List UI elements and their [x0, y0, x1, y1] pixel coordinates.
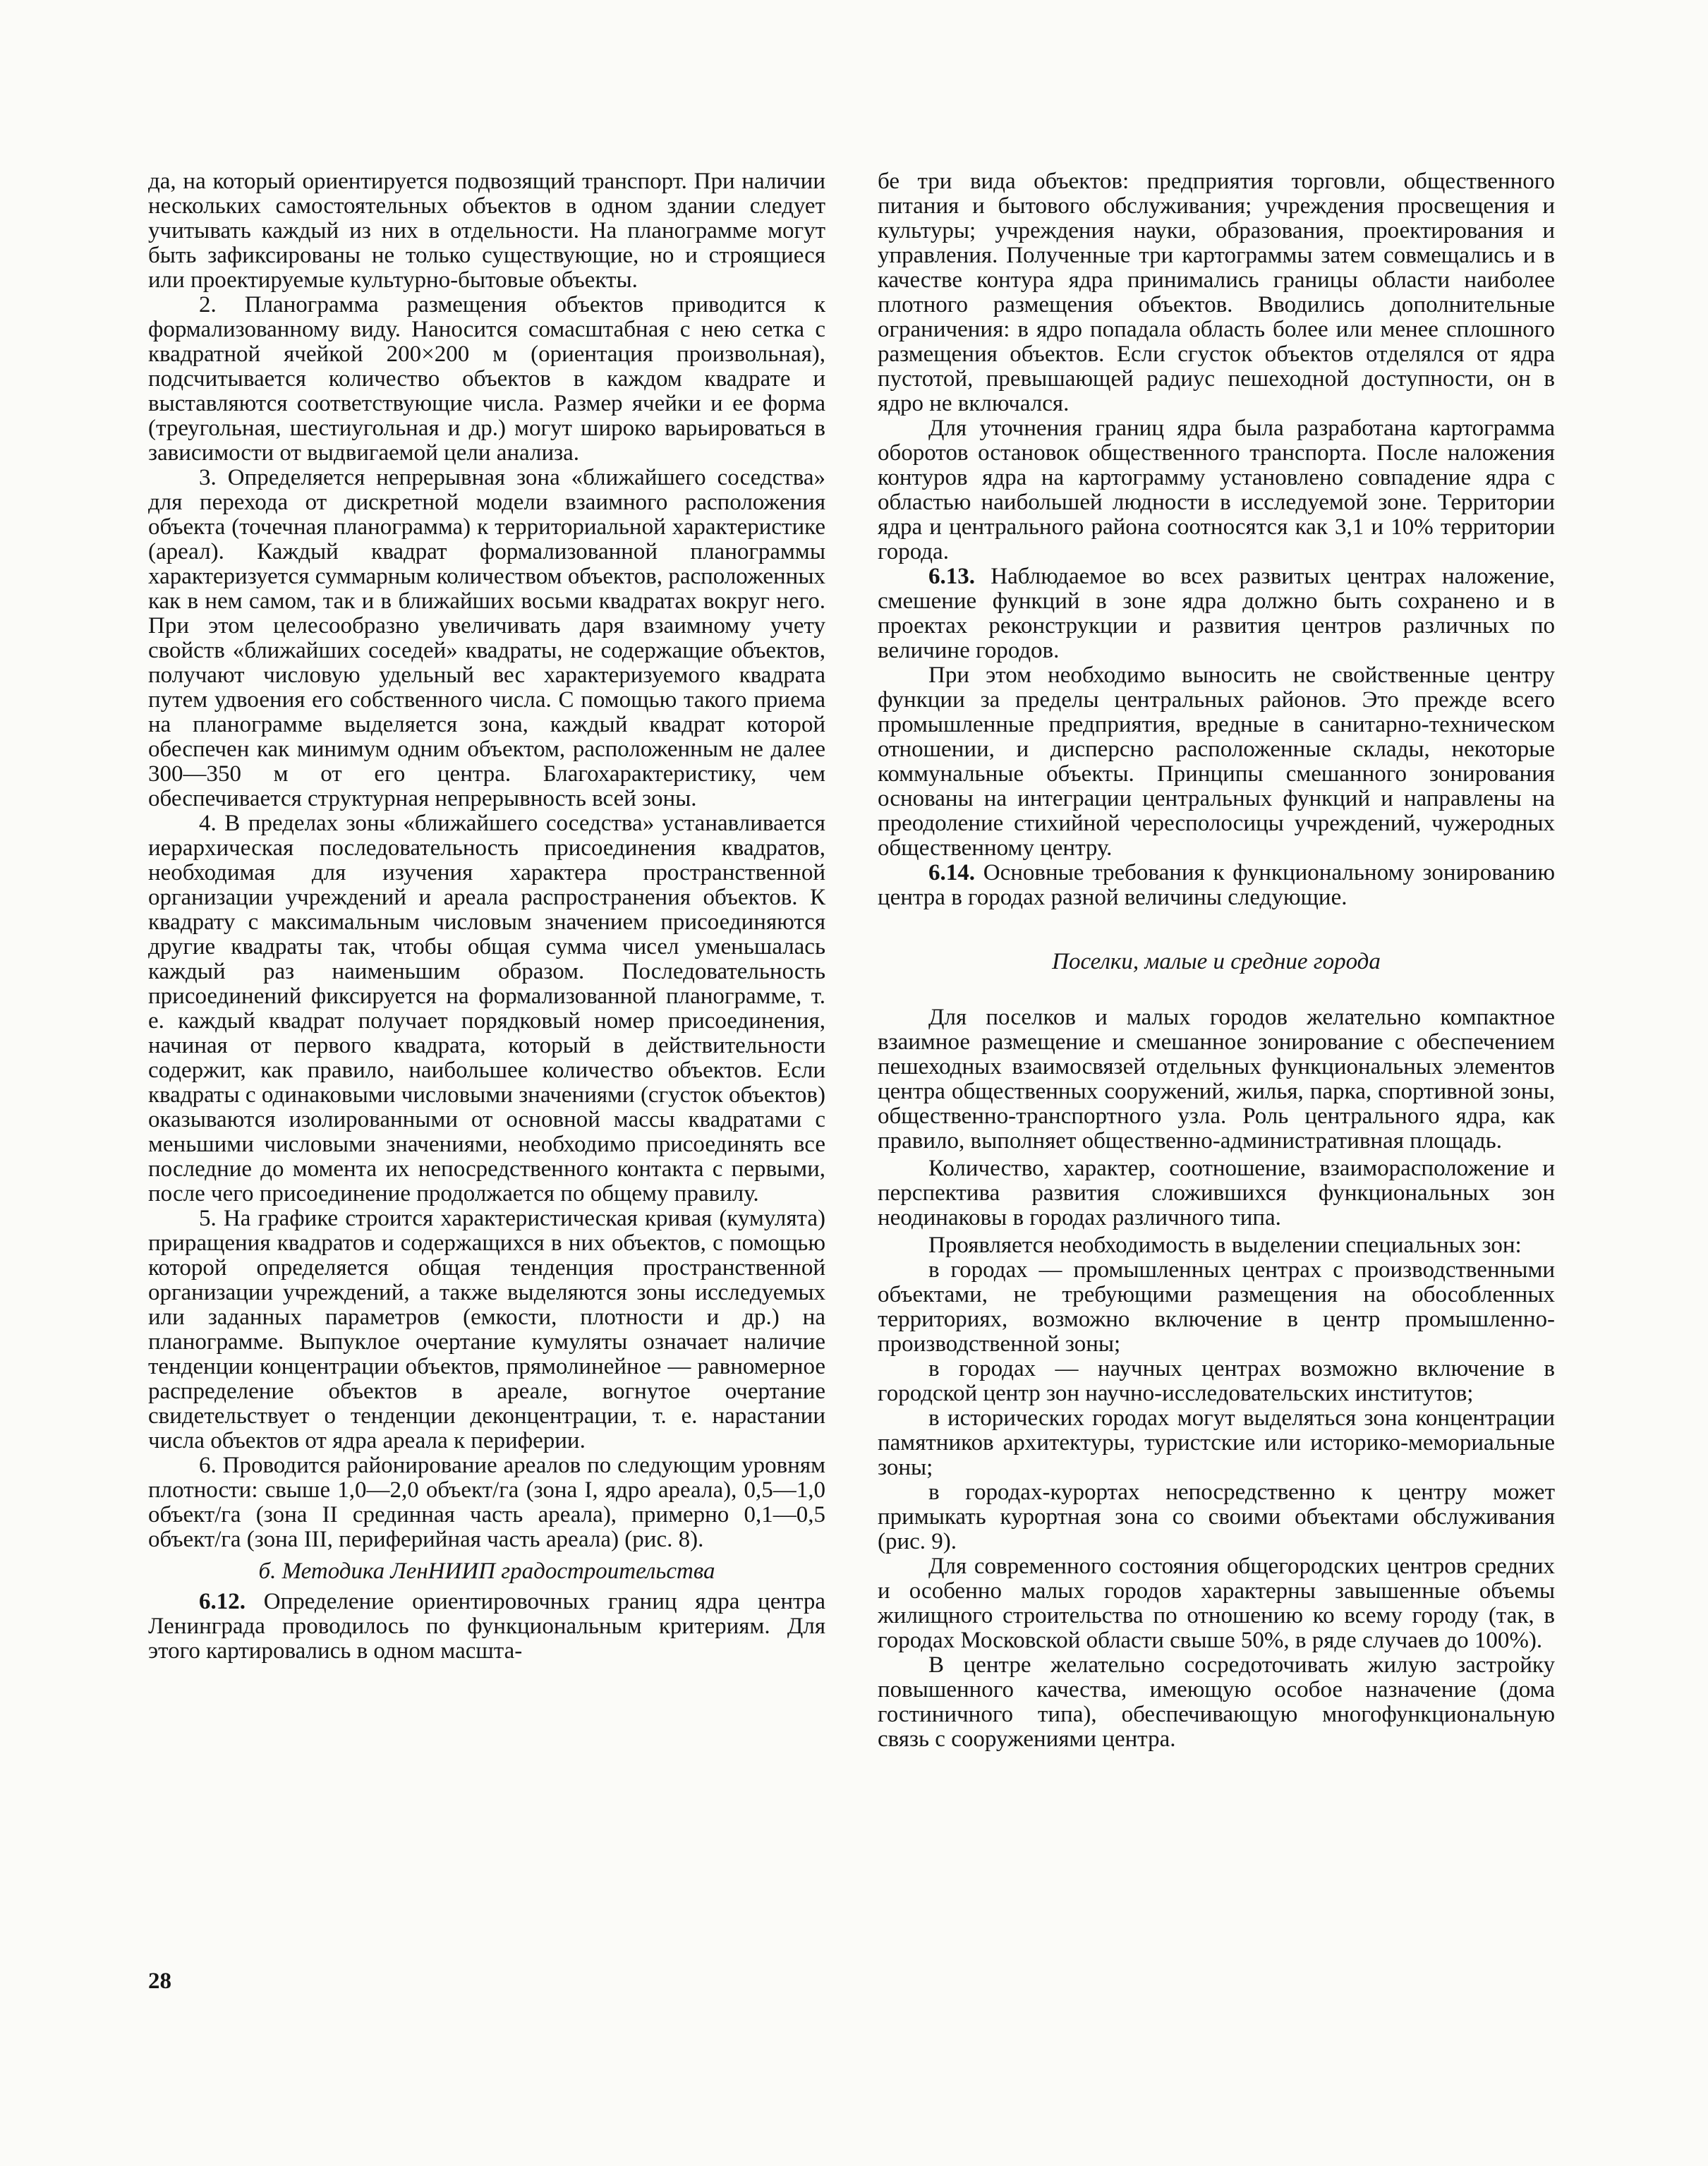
clause-text-6-14: Основные требования к функциональному зонированию центра в городах разной величины следующие.	[878, 860, 1555, 910]
list-item-resort: в городах-курортах непосредственно к центру может примыкать курортная зона со своими объектами обслуживания (рис. 9).	[878, 1480, 1555, 1554]
paragraph-zone-types: Количество, характер, соотношение, взаиморасположение и перспектива развития сложившихся функциональных зон неодинаковы в городах различного типа.	[878, 1156, 1555, 1230]
paragraph-item-5: 5. На графике строится характеристическая кривая (кумулята) приращения квадратов и содержащихся в них объектов, с помощью которой определяется общая тенденция пространственной организации учреждений, а также выделяются зоны исследуемых или заданных параметров (емкости, плотности и др.) на планограмме. Выпуклое очертание кумуляты означает наличие тенденции концентрации объектов, прямолинейное — равномерное распределение объектов в ареале, вогнутое очертание свидетельствует о тенденции деконцентрации, т. е. нарастании числа объектов от ядра ареала к периферии.	[148, 1206, 825, 1453]
page-number: 28	[148, 1968, 171, 1994]
paragraph-continuation: да, на который ориентируется подвозящий транспорт. При наличии нескольких самостоятельных объектов в одном здании следует учитывать каждый из них в отдельности. На планограмме могут быть зафиксированы не только существующие, но и строящиеся или проектируемые культурно-бытовые объекты.	[148, 169, 825, 293]
paragraph-special-zones: Проявляется необходимость в выделении специальных зон:	[928, 1233, 1522, 1258]
paragraph-core-boundaries: Для уточнения границ ядра была разработана картограмма оборотов остановок общественного транспорта. После наложения контуров ядра на картограмму установлено совпадение ядра с областью наибольшей людности в исследуемой зоне. Территории ядра и центрального района соотносятся как 3,1 и 10% территории города.	[878, 416, 1555, 564]
paragraph-item-2: 2. Планограмма размещения объектов приводится к формализованному виду. Наносится сомасштабная с нею сетка с квадратной ячейкой 200×200 м (ориентация произвольная), подсчитывается количество объектов в каждом квадрате и выставляются соответствующие числа. Размер ячейки и ее форма (треугольная, шестиугольная и др.) могут широко варьироваться в зависимости от выдвигаемой цели анализа.	[148, 292, 825, 466]
clause-number-6-14: 6.14.	[928, 860, 975, 885]
section-heading-towns: Поселки, малые и средние города	[1052, 949, 1381, 974]
paragraph-continuation-right: бе три вида объектов: предприятия торговли, общественного питания и бытового обслуживания; учреждения просвещения и культуры; учреждения науки, образования, проектирования и управления. Полученные три картограммы затем совмещались и в качестве контура ядра принимались границы области наиболее плотного размещения объектов. Вводились дополнительные ограничения: в ядро попадала область более или менее сплошного размещения объектов. Если сгусток объектов отделялся от ядра пустотой, превышающей радиус пешеходной доступности, он в ядро не включался.	[878, 169, 1555, 416]
list-item-science: в городах — научных центрах возможно включение в городской центр зон научно-исследовательских институтов;	[878, 1356, 1555, 1406]
clause-text-6-12: Определение ориентировочных границ ядра центра Ленинграда проводилось по функциональным критериям. Для этого картировались в одном масшта-	[148, 1589, 825, 1664]
section-heading-lenniip: б. Методика ЛенНИИП градостроительства	[258, 1559, 715, 1584]
clause-number-6-12: 6.12.	[199, 1589, 246, 1614]
list-item-historic: в исторических городах могут выделяться зона концентрации памятников архитектуры, туристские или историко-мемориальные зоны;	[878, 1405, 1555, 1480]
paragraph-item-4: 4. В пределах зоны «ближайшего соседства» устанавливается иерархическая последовательность присоединения квадратов, необходимая для изучения характера пространственной организации учреждений и ареала распространения объектов. К квадрату с максимальным числовым значением присоединяются другие квадраты так, чтобы общая сумма чисел уменьшалась каждый раз наименьшим образом. Последовательность присоединений фиксируется на формализованной планограмме, т. е. каждый квадрат получает порядковый номер присоединения, начиная от первого квадрата, который в действительности содержит, как правило, наибольшее количество объектов. Если квадраты с одинаковыми числовыми значениями (сгусток объектов) оказываются изолированными от основной массы квадратами с меньшими числовыми значениями, необходимо присоединять все последние до момента их непосредственного контакта с первыми, после чего присоединение продолжается по общему правилу.	[148, 811, 825, 1206]
paragraph-central-housing: В центре желательно сосредоточивать жилую застройку повышенного качества, имеющую особое назначение (дома гостиничного типа), обеспечивающую многофункциональную связь с сооружениями центра.	[878, 1652, 1555, 1752]
paragraph-item-3: 3. Определяется непрерывная зона «ближайшего соседства» для перехода от дискретной модели взаимного расположения объекта (точечная планограмма) к территориальной характеристике (ареал). Каждый квадрат формализованной планограммы характеризуется суммарным количеством объектов, расположенных как в нем самом, так и в ближайших восьми квадратах вокруг него. При этом целесообразно увеличивать даря взаимному учету свойств «ближайших соседей» квадраты, не содержащие объектов, получают числовую удельный вес характеризуемого квадрата путем удвоения его собственного числа. С помощью такого приема на планограмме выделяется зона, каждый квадрат которой обеспечен как минимум одним объектом, расположенным не далее 300—350 м от его центра. Благохарактеристику, чем обеспечивается структурная непрерывность всей зоны.	[148, 465, 825, 811]
paragraph-small-towns: Для поселков и малых городов желательно компактное взаимное размещение и смешанное зонирование с обеспечением пешеходных взаимосвязей отдельных функциональных элементов центра общественных сооружений, жилья, парка, спортивной зоны, общественно-транспортного узла. Роль центрального ядра, как правило, выполняет общественно-административная площадь.	[878, 1005, 1555, 1154]
clause-text-6-13: Наблюдаемое во всех развитых центрах наложение, смешение функций в зоне ядра должно быть сохранено и в проектах реконструкции и развития центров различных по величине городов.	[878, 564, 1555, 663]
paragraph-mixed-zoning: При этом необходимо выносить не свойственные центру функции за пределы центральных районов. Это прежде всего промышленные предприятия, вредные в санитарно-техническом отношении, и дисперсно расположенные склады, некоторые коммунальные объекты. Принципы смешанного зонирования основаны на интеграции центральных функций и направлены на преодоление стихийной чересполосицы учреждений, чужеродных общественному центру.	[878, 662, 1555, 861]
clause-number-6-13: 6.13.	[928, 564, 975, 589]
paragraph-6-14	[878, 861, 1555, 910]
paragraph-6-13	[878, 564, 1555, 663]
paragraph-6-12	[148, 1590, 825, 1664]
right-column	[878, 169, 1555, 1752]
list-item-industrial: в городах — промышленных центрах с производственными объектами, не требующими размещения на обособленных территориях, возможно включение в центр промышленно-производственной зоны;	[878, 1257, 1555, 1357]
paragraph-item-6: 6. Проводится районирование ареалов по следующим уровням плотности: свыше 1,0—2,0 объект/га (зона I, ядро ареала), 0,5—1,0 объект/га (зона II срединная часть ареала), примерно 0,1—0,5 объект/га (зона III, периферийная часть ареала) (рис. 8).	[148, 1453, 825, 1552]
left-column	[148, 169, 825, 1664]
paragraph-housing-volumes: Для современного состояния общегородских центров средних и особенно малых городов характерны завышенные объемы жилищного строительства по отношению ко всему городу (так, в городах Московской области свыше 50%, в ряде случаев до 100%).	[878, 1554, 1555, 1653]
